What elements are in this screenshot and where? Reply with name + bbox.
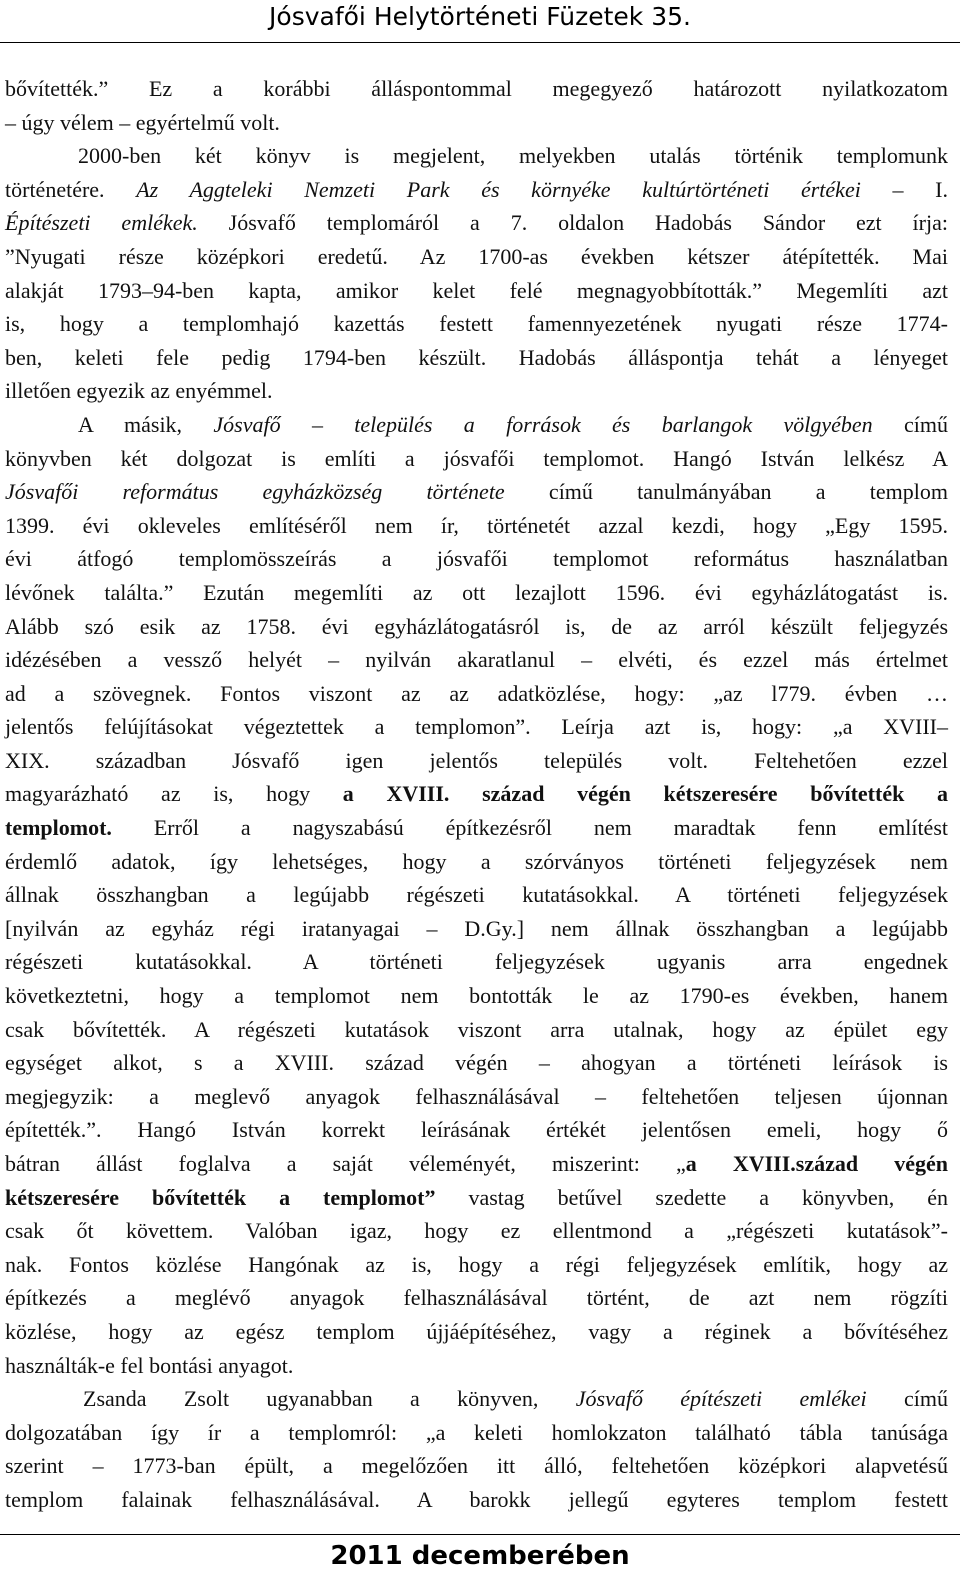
text-line: csak őt követtem. Valóban igaz, hogy ez ellentmond a „régészeti kutatások”- (5, 1218, 948, 1244)
text-line: közlése, hogy az egész templom újjáépítéséhez, vagy a réginek a bővítéséhez (5, 1318, 948, 1344)
text-line: XIX. században Jósvafő igen jelentős település volt. Feltehetően ezzel (5, 747, 948, 773)
text-run: című tanulmányában a templom (504, 479, 948, 505)
text-line: egységet alkot, s a XVIII. század végén – ahogyan a történeti leírások is (5, 1050, 948, 1076)
body-text (5, 72, 948, 1517)
text-line: 1399. évi okleveles említéséről nem ír, történetét azzal kezdi, hogy „Egy 1595. (5, 512, 948, 538)
bold-quote: kétszeresére bővítették a templomot” (5, 1184, 436, 1210)
text-line: idézésében a vessző helyét – nyilván akaratlanul – elvéti, és ezzel más értelmet (5, 647, 948, 673)
text-line: Alább szó esik az 1758. évi egyházlátogatásról is, de az arról készült feljegyzés (5, 613, 948, 639)
text-line: építették.”. Hangó István korrekt leírásának értékét jelentősen emeli, hogy ő (5, 1117, 948, 1143)
header-divider (0, 42, 960, 43)
text-line: ad a szövegnek. Fontos viszont az az adatközlése, hogy: „az l779. évben … (5, 680, 948, 706)
text-line: állnak összhangban a legújabb régészeti kutatásokkal. A történeti feljegyzések (5, 882, 948, 908)
bold-quote: a XVIII. század végén kétszeresére bővítették a (342, 781, 949, 807)
text-line: érdemlő adatok, így lehetséges, hogy a szórványos történeti feljegyzések nem (5, 848, 948, 874)
page-header: Jósvafői Helytörténeti Füzetek 35. (269, 2, 691, 31)
text-line (5, 1181, 948, 1215)
text-line: régészeti kutatásokkal. A történeti feljegyzések ugyanis arra engednek (5, 949, 948, 975)
text-line: építkezés a meglévő anyagok felhasználásával történt, de azt nem rögzíti (5, 1285, 948, 1311)
bold-quote: templomot. (5, 815, 112, 841)
text-line: használták-e fel bontási anyagot. (5, 1352, 294, 1378)
text-line (5, 1147, 948, 1181)
text-line: templom falainak felhasználásával. A barokk jellegű egyteres templom festett (5, 1486, 948, 1512)
text-line (5, 475, 948, 509)
text-run: történetére. (5, 176, 137, 202)
text-line: alakját 1793–94-ben kapta, amikor kelet felé megnagyobbították.” Megemlíti azt (5, 277, 948, 303)
text-line: bővítették.” Ez a korábbi álláspontommal megegyező határozott nyilatkozatom (5, 76, 948, 101)
text-line: jelentős felújításokat végeztettek a templomon”. Leírja azt is, hogy: „a XVIII– (5, 714, 948, 740)
text-line (5, 173, 948, 207)
text-line (5, 777, 948, 811)
bold-quote: a XVIII.század végén (685, 1151, 948, 1176)
text-run: magyarázható az is, hogy (5, 781, 343, 807)
text-run: című (872, 411, 948, 437)
text-line (5, 1382, 948, 1416)
text-line (5, 408, 948, 442)
text-line: évi átfogó templomösszeírás a jósvafői templomot református használatban (5, 546, 948, 572)
text-line: könyvben két dolgozat is említi a jósvafői templomot. Hangó István lelkész A (5, 445, 948, 471)
text-run: bátran állást foglalva a saját véleményét, miszerint: „ (5, 1151, 686, 1176)
text-line: következtetni, hogy a templomot nem bontották le az 1790-es években, hanem (5, 983, 948, 1009)
text-run: Jósvafő templomáról a 7. oldalon Hadobás Sándor ezt írja: (197, 210, 948, 236)
text-line: lévőnek találta.” Ezután megemlíti az ott lezajlott 1596. évi egyházlátogatást is. (5, 579, 948, 605)
text-run: A másik, (78, 411, 214, 437)
text-run: vastag betűvel szedette a könyvben, én (435, 1184, 948, 1210)
study-title: Jósvafő építészeti emlékei (575, 1386, 867, 1412)
text-line: ben, keleti fele pedig 1794-ben készült. Hadobás álláspontja tehát a lényeget (5, 344, 948, 370)
text-line: ”Nyugati része középkori eredetű. Az 1700-as években kétszer átépítették. Mai (5, 243, 948, 269)
text-line: csak bővítették. A régészeti kutatások viszont arra utalnak, hogy az épület egy (5, 1016, 948, 1042)
book-title: Jósvafő – település a források és barlangok völgyében (213, 411, 873, 437)
book-title: Építészeti emlékek. (5, 210, 198, 236)
text-run: I. (935, 176, 948, 202)
text-line: illetően egyezik az enyémmel. (5, 378, 273, 404)
text-line (5, 206, 948, 240)
text-line: is, hogy a templomhajó kazettás festett famennyezetének nyugati része 1774- (5, 311, 948, 337)
text-run: Erről a nagyszabású építkezésről nem maradtak fenn említést (111, 815, 948, 841)
text-line: nak. Fontos közlése Hangónak az is, hogy a régi feljegyzések említik, hogy az (5, 1251, 948, 1277)
text-line: – úgy vélem – egyértelmű volt. (5, 109, 280, 135)
study-title: Jósvafői református egyházközség története (5, 479, 505, 505)
page-footer: 2011 decemberében (330, 1541, 630, 1571)
text-line: megjegyzik: a meglevő anyagok felhasználásával – feltehetően teljesen újonnan (5, 1083, 948, 1109)
text-run: Zsanda Zsolt ugyanabban a könyven, (83, 1386, 576, 1412)
text-line: 2000-ben két könyv is megjelent, melyekben utalás történik templomunk (78, 143, 948, 169)
text-line: szerint – 1773-ban épült, a megelőzően itt álló, feltehetően középkori alapvetésű (5, 1453, 948, 1479)
text-line: [nyilván az egyház régi iratanyagai – D.Gy.] nem állnak összhangban a legújabb (5, 915, 948, 941)
text-line (5, 811, 948, 845)
text-run: című (866, 1386, 948, 1412)
book-title: Az Aggteleki Nemzeti Park és környéke kultúrtörténeti értékei – (136, 176, 936, 202)
text-line: dolgozatában így ír a templomról: „a keleti homlokzaton található tábla tanúsága (5, 1419, 948, 1445)
footer-divider (0, 1534, 960, 1535)
